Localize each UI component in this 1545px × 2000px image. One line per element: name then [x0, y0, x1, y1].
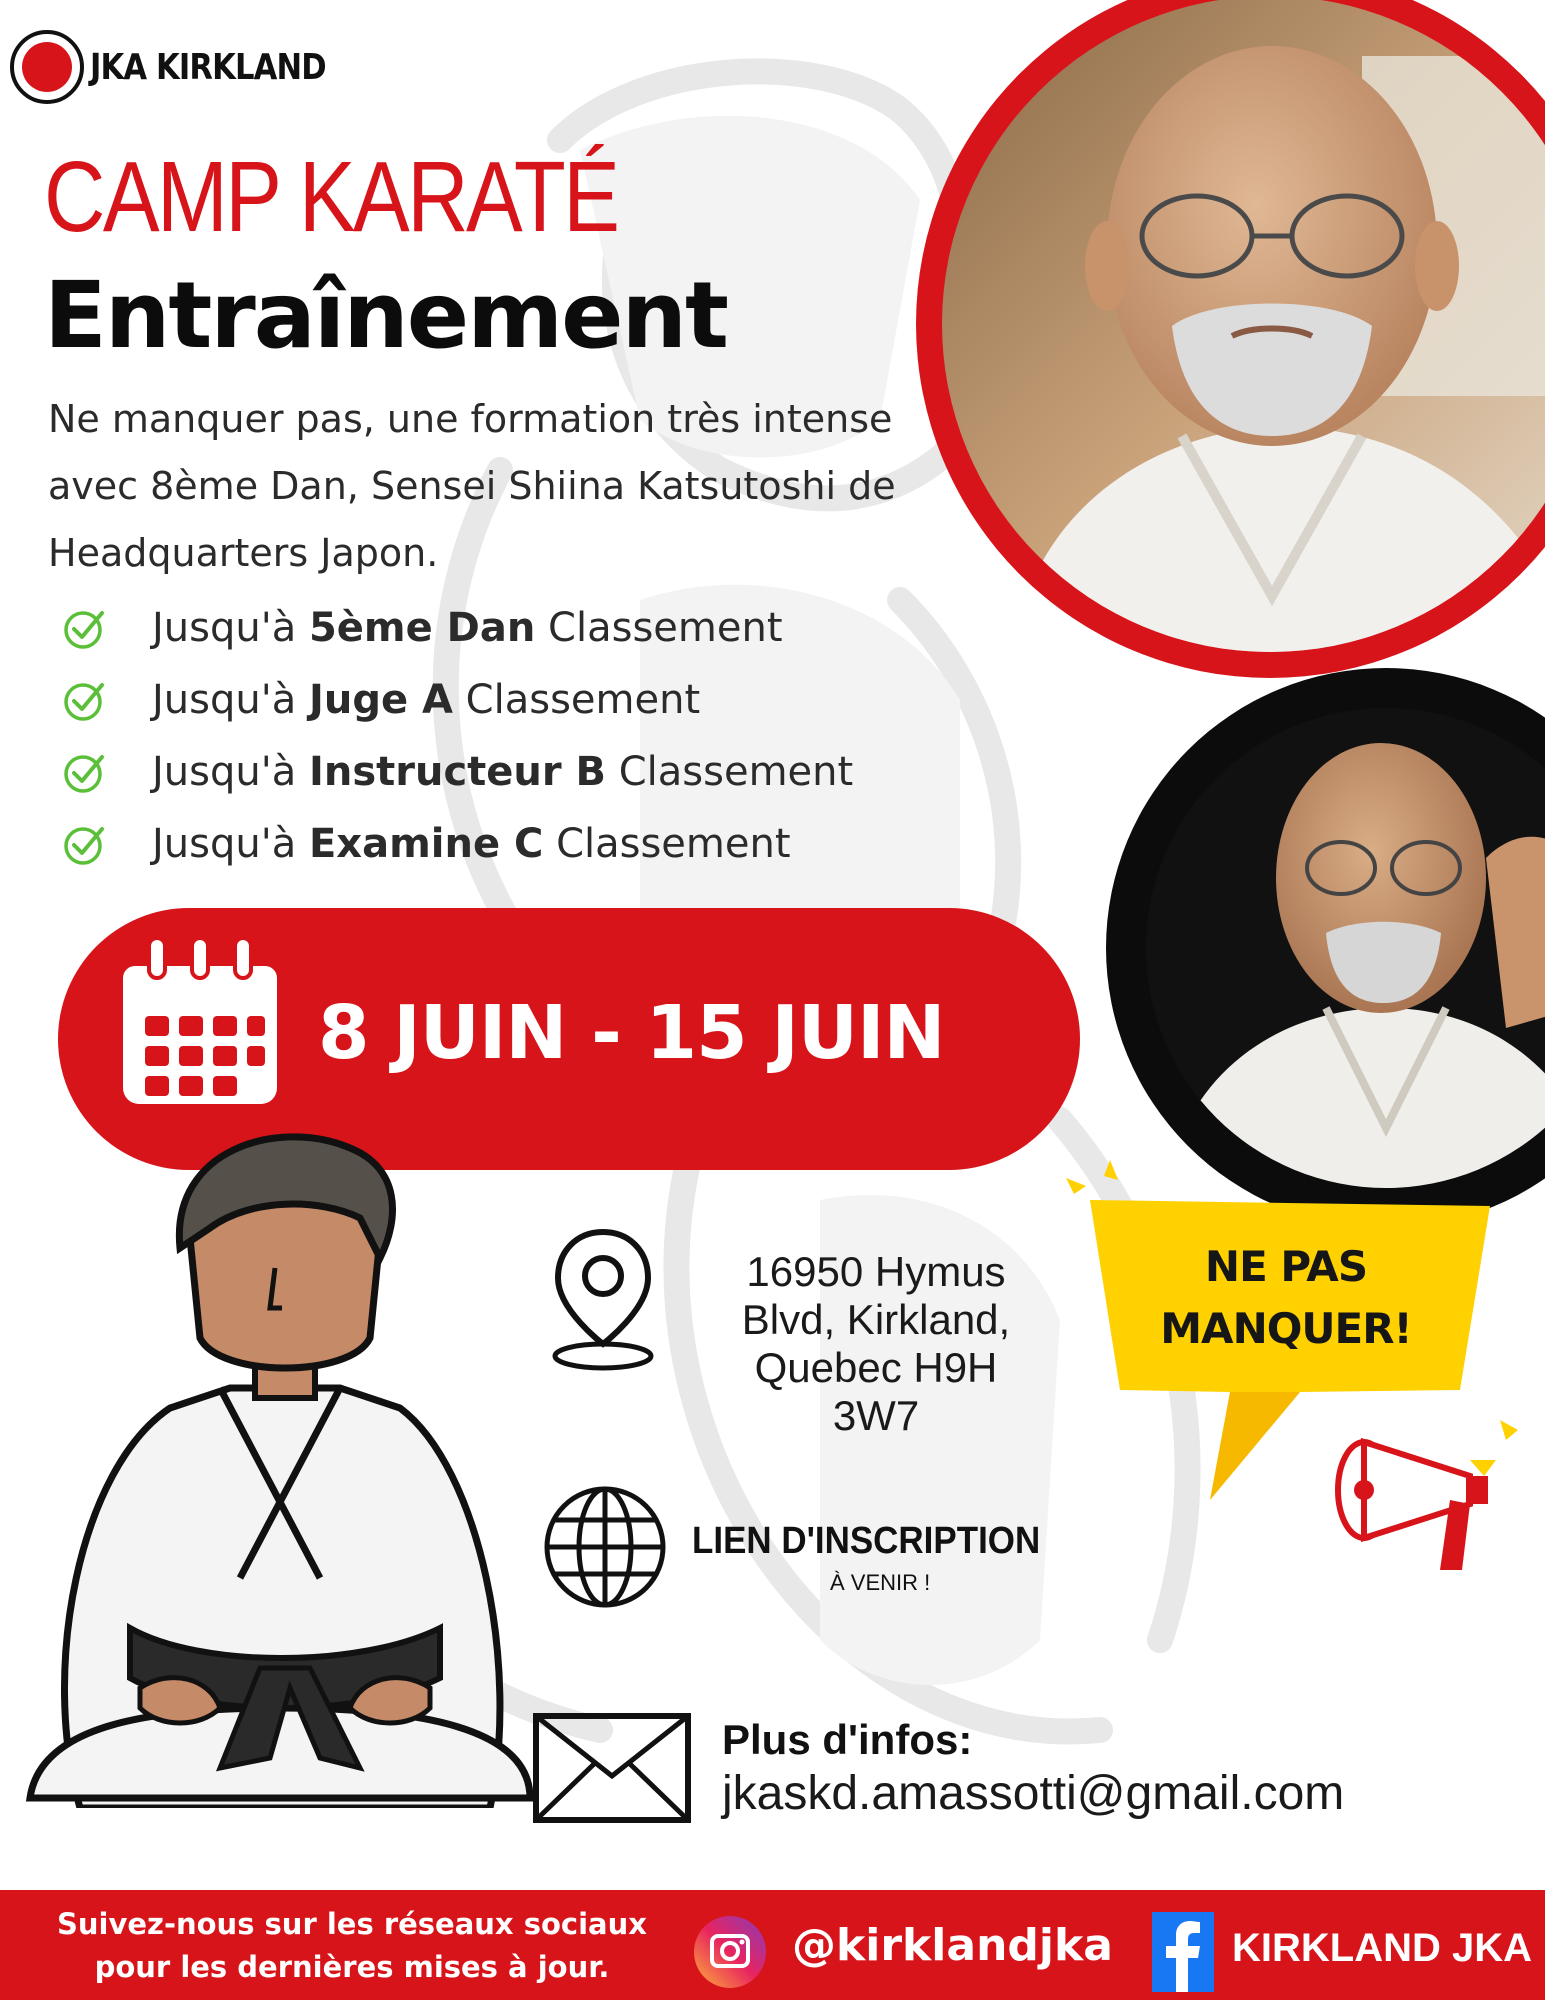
checklist-item	[62, 664, 853, 736]
registration-title[interactable]: LIEN D'INSCRIPTION	[692, 1520, 1041, 1562]
checklist-item	[62, 592, 853, 664]
instagram-handle[interactable]: @kirklandjka	[792, 1920, 1113, 1971]
checklist-bold: Examine C	[308, 821, 544, 867]
footer-social-message	[12, 1903, 692, 1989]
facebook-icon[interactable]	[1152, 1912, 1214, 1992]
intro-paragraph: Ne manquer pas, une formation très intense avec 8ème Dan, Sensei Shiina Katsutoshi de Headquarters Japon.	[48, 397, 896, 575]
registration-subtitle: À VENIR !	[830, 1570, 931, 1595]
sensei-portrait-large-photo	[942, 0, 1545, 652]
rank-checklist	[62, 592, 853, 880]
check-circle-icon	[62, 749, 108, 795]
checklist-prefix: Jusqu'à	[152, 821, 309, 867]
contact-title: Plus d'infos:	[722, 1716, 973, 1763]
check-circle-icon	[62, 677, 108, 723]
contact-email[interactable]: jkaskd.amassotti@gmail.com	[722, 1767, 1345, 1820]
checklist-suffix: Classement	[606, 749, 854, 795]
headline-training: Entraînement	[44, 262, 727, 369]
headline-camp: CAMP KARATÉ	[44, 141, 618, 253]
address-line-1: 16950 Hymus	[746, 1248, 1006, 1295]
checklist-bold: Instructeur B	[308, 749, 607, 795]
location-pin-icon	[548, 1224, 658, 1374]
address-line-2: Blvd, Kirkland,	[741, 1296, 1011, 1343]
event-dates: 8 JUIN - 15 JUIN	[318, 990, 945, 1076]
envelope-icon	[532, 1712, 692, 1824]
globe-icon	[540, 1482, 670, 1612]
footer-line-1: Suivez-nous sur les réseaux sociaux	[57, 1907, 647, 1941]
checklist-suffix: Classement	[535, 605, 783, 651]
checklist-item	[62, 808, 853, 880]
footer-line-2: pour les dernières mises à jour.	[94, 1950, 610, 1984]
event-address	[706, 1248, 1046, 1440]
checklist-suffix: Classement	[543, 821, 791, 867]
checklist-prefix: Jusqu'à	[152, 677, 309, 723]
callout-line-1: NE PAS	[1204, 1242, 1368, 1291]
check-circle-icon	[62, 821, 108, 867]
callout-text	[1106, 1236, 1466, 1360]
address-line-4: 3W7	[832, 1392, 920, 1439]
checklist-suffix: Classement	[452, 677, 701, 723]
checklist-item	[62, 736, 853, 808]
checklist-bold: 5ème Dan	[308, 605, 536, 651]
check-circle-icon	[62, 605, 108, 651]
brand-logo	[10, 30, 367, 104]
callout-line-2: MANQUER!	[1160, 1304, 1412, 1353]
logo-circle-icon	[10, 30, 84, 104]
megaphone-icon	[1330, 1420, 1500, 1590]
checklist-bold: Juge A	[308, 677, 453, 723]
checklist-prefix: Jusqu'à	[152, 605, 309, 651]
calendar-icon	[115, 930, 285, 1110]
sensei-portrait-small-photo	[1146, 708, 1545, 1188]
address-line-3: Quebec H9H	[754, 1344, 998, 1391]
instagram-icon[interactable]	[692, 1914, 768, 1990]
logo-text: JKA KIRKLAND	[90, 46, 326, 88]
checklist-prefix: Jusqu'à	[152, 749, 309, 795]
karateka-illustration	[20, 1108, 540, 1808]
facebook-page-label[interactable]: KIRKLAND JKA	[1232, 1926, 1532, 1970]
